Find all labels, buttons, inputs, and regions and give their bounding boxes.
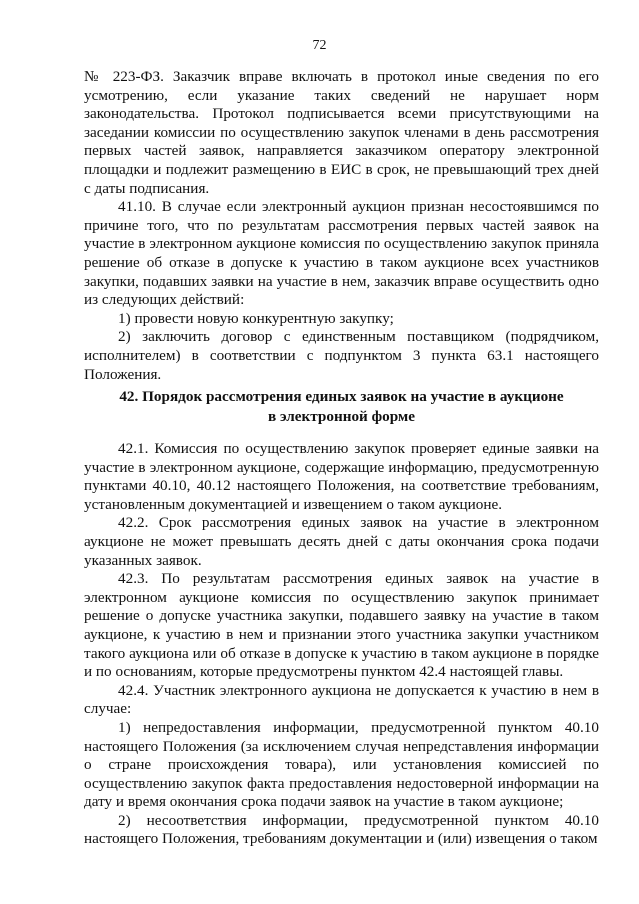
paragraph: 1) провести новую конкурентную закупку; bbox=[118, 309, 394, 327]
paragraph: 42.4. Участник электронного аукциона не допускается к участию в нем в случае: bbox=[84, 681, 599, 718]
text-block-1 bbox=[84, 68, 599, 384]
paragraph: № 223-ФЗ. Заказчик вправе включать в протокол иные сведения по его усмотрению, если указание таких сведений не нарушает норм законодательства. Протокол подписывается всеми присутствующими на заседании комиссии по осуществлению закупок членами в день рассмотрения первых частей заявок, направляется заказчиком оператору электронной площадки и подлежит размещению в ЕИС в срок, не превышающий трех дней с даты подписания. bbox=[84, 68, 599, 197]
section-heading-line2: в электронной форме bbox=[267, 408, 416, 425]
paragraph: 42.1. Комиссия по осуществлению закупок проверяет единые заявки на участие в электронном аукционе, содержащие информацию, предусмотренную пунктами 40.10, 40.12 настоящего Положения, на соответствие требованиям, установленным документацией и извещением о таком аукционе. bbox=[84, 440, 599, 513]
paragraph: 42.3. По результатам рассмотрения единых заявок на участие в электронном аукционе комиссия по осуществлению закупок принимает решение о допуске участника закупки, подавшего заявку на участие в таком аукционе, к участию в нем и признании этого участника закупки участником такого аукциона или об отказе в допуске к участию в таком аукционе в порядке и по основаниям, которые предусмотрены пунктом 42.4 настоящей главы. bbox=[84, 570, 599, 681]
section-heading bbox=[84, 387, 599, 427]
paragraph: 1) непредоставления информации, предусмотренной пунктом 40.10 настоящего Положения (за исключением случая непредставления информации о стране происхождения товара), или установления комиссией по осуществлению закупок факта предоставления недостоверной информации на дату и время окончания срока подачи заявок на участие в таком аукционе; bbox=[84, 718, 599, 811]
paragraph: 2) заключить договор с единственным поставщиком (подрядчиком, исполнителем) в соответствии с подпунктом 3 пункта 63.1 настоящего Положения. bbox=[84, 328, 599, 383]
paragraph: 42.2. Срок рассмотрения единых заявок на участие в электронном аукционе не может превышать десять дней с даты окончания срока подачи указанных заявок. bbox=[84, 514, 599, 569]
paragraph: 2) несоответствия информации, предусмотренной пунктом 40.10 настоящего Положения, требованиям документации и (или) извещения о таком bbox=[84, 811, 599, 848]
page-number: 72 bbox=[312, 38, 327, 53]
text-block-2 bbox=[84, 440, 599, 849]
paragraph: 41.10. В случае если электронный аукцион признан несостоявшимся по причине того, что по результатам рассмотрения первых частей заявок на участие в электронном аукционе комиссия по осуществлению закупок приняла решение об отказе в допуске к участию в таком аукционе всех участников закупки, подавших заявки на участие в нем, заказчик вправе осуществить одно из следующих действий: bbox=[84, 198, 599, 309]
section-heading-line1: 42. Порядок рассмотрения единых заявок на участие в аукционе bbox=[119, 388, 564, 405]
